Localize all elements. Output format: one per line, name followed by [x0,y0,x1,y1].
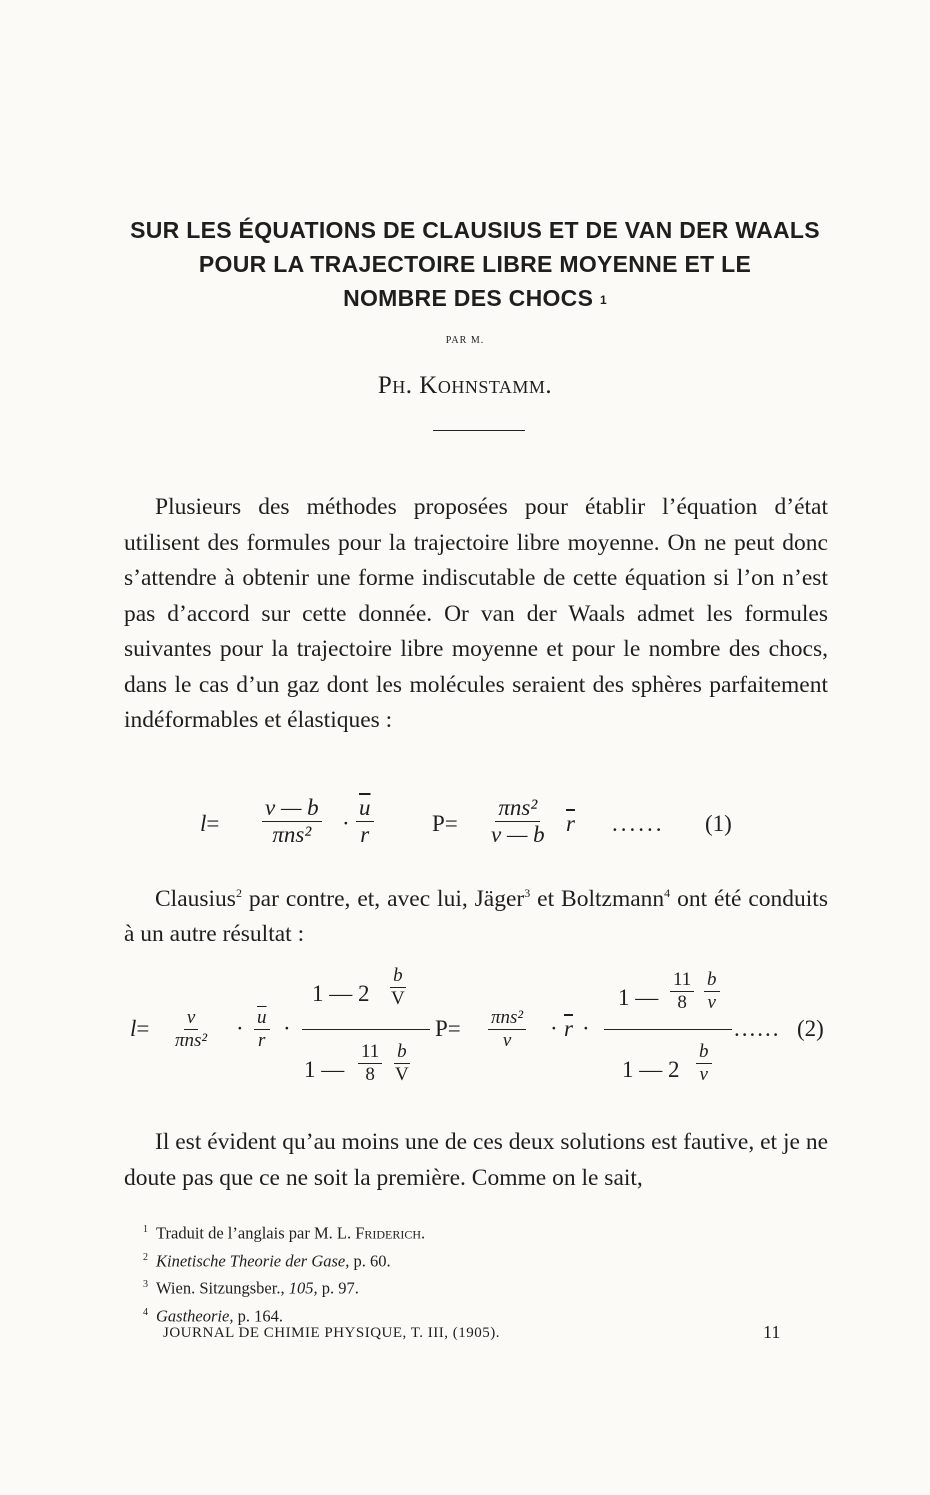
eq2-pins2-over-v: πns² v [488,1007,526,1052]
equation-2: l= v πns² · $\frac{\overline{u}}{r}$ · 1 — 2 $\frac{b}{V}$ 1 — $\frac{11}{8}$ $\frac{b}{V}$ P= πns² v · $\overline{r}$ · 1 — $\frac{11}{8}$ $\frac{b}{v}$ 1 — 2 $\frac{b}{v}$ ...... (2) [130,965,830,1095]
eq2-l-big-fraction: 1 — 2 $\frac{b}{V}$ 1 — $\frac{11}{8}$ $\frac{b}{V}$ [302,965,430,1095]
article-title [100,213,850,315]
title-footnote-mark: 1 [599,293,607,307]
footnote-1: $^1$ Traduit de l’anglais par M. L. Friderich. [143,1223,426,1243]
footnotes [143,1218,425,1328]
title-line-2: POUR LA TRAJECTOIRE LIBRE MOYENNE ET LE [198,251,752,277]
equation-1: l= v — b πns² · $\frac{\overline{u}}{r}$ P= πns² v — b $\overline{r}$ ...... (1) [200,795,732,847]
footnote-4: $^4$ Gastheorie, p. 164. [143,1306,283,1325]
equation-1-number: (1) [705,811,732,836]
byline: PAR M. [445,335,485,346]
eq2-v-over-pins2: v πns² [175,1007,208,1051]
eq1-P-fraction: πns² v — b [491,795,545,847]
title-line-1: SUR LES ÉQUATIONS DE CLAUSIUS ET DE VAN DER WAALS [130,217,820,243]
equation-2-number: (2) [797,1016,824,1041]
author-name: Ph. Kohnstamm. [377,372,553,399]
title-line-3: NOMBRE DES CHOCS [343,285,594,311]
page-number: 11 [763,1322,781,1342]
footnote-2: $^2$ Kinetische Theorie der Gase, p. 60. [143,1251,391,1270]
eq1-l-fraction: v — b πns² [262,795,322,848]
paragraph-3: Il est évident qu’au moins une de ces deux solutions est fautive, et je ne doute pas que ce ne soit la première. Comme on le sait, [124,1129,828,1191]
journal-footer: JOURNAL DE CHIMIE PHYSIQUE, T. III, (1905). [163,1325,501,1341]
title-divider [433,430,525,431]
eq2-P-big-fraction: 1 — $\frac{11}{8}$ $\frac{b}{v}$ 1 — 2 $\frac{b}{v}$ [604,965,732,1095]
paragraph-1: Plusieurs des méthodes proposées pour établir l’équation d’état utilisent des formules pour la trajectoire libre moyenne. On ne peut donc s’attendre à obtenir une forme indiscutable de cette équation si l’on n’est pas d’accord sur cette donnée. Or van der Waals admet les formules suivantes pour la trajectoire libre moyenne et pour le nombre des chocs, dans le cas d’un gaz dont les molécules seraient des sphères parfaitement indéformables et élastiques : [124,494,828,733]
eq1-u-over-r: $\frac{\overline{u}}{r}$ [356,795,374,848]
paragraph-2: Clausius$^2$ par contre, et, avec lui, Jäger$^3$ et Boltzmann$^4$ ont été conduits à un autre résultat : [124,885,828,948]
eq2-u-over-r: $\frac{\overline{u}}{r}$ [254,1007,270,1052]
footnote-3: $^3$ Wien. Sitzungsber., 105, p. 97. [143,1278,359,1298]
